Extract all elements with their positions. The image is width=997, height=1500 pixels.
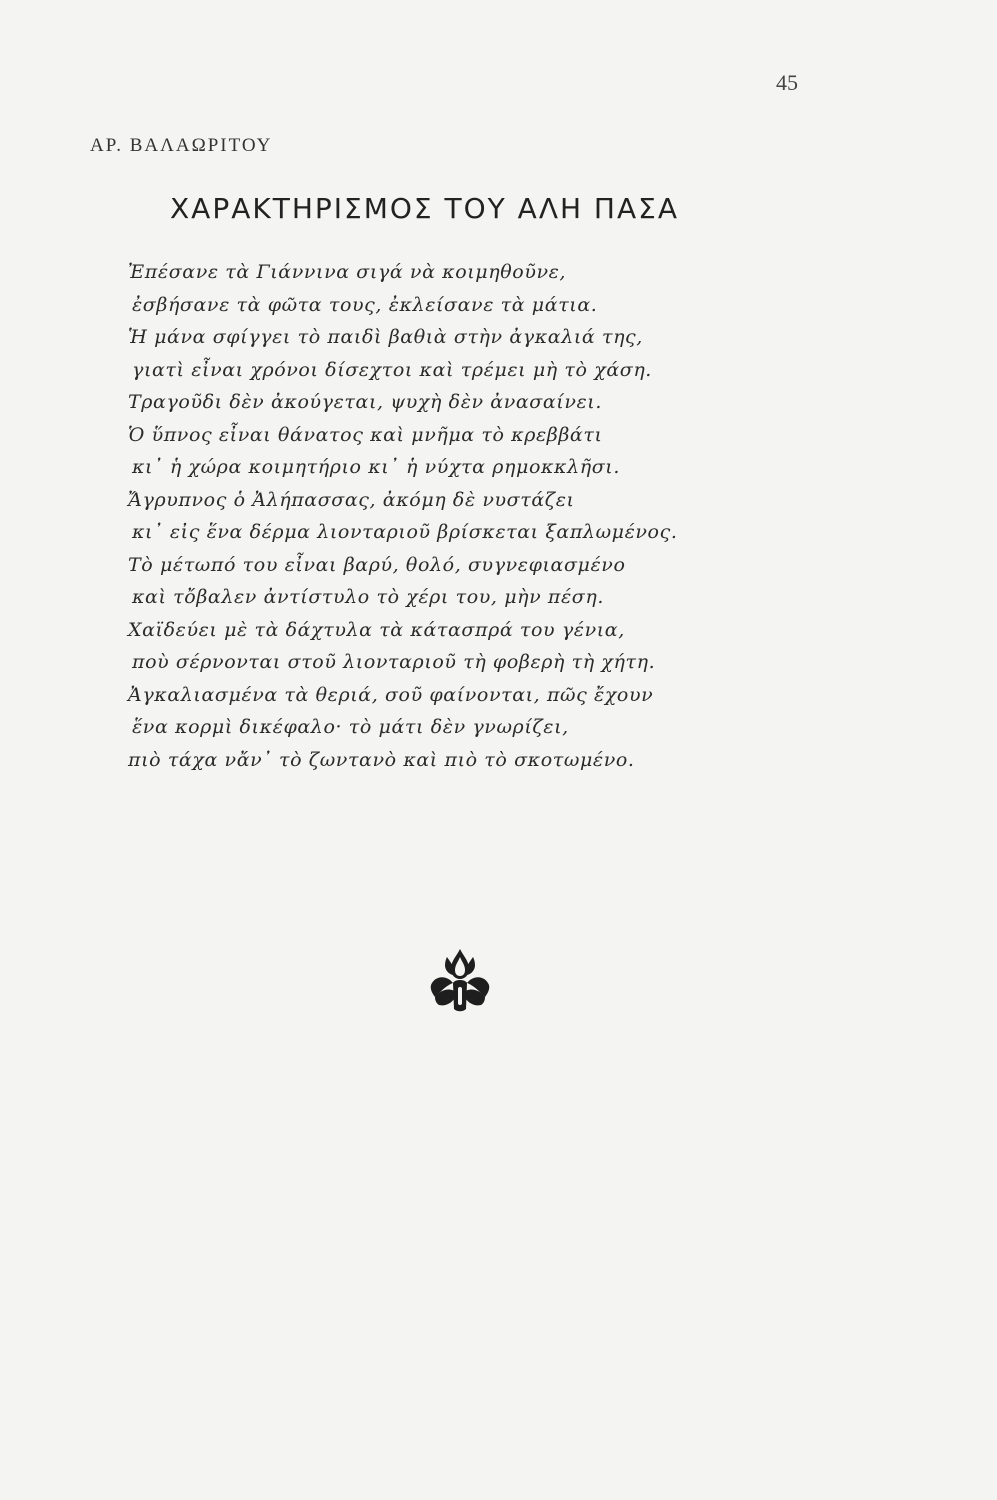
author-heading: ΑΡ. ΒΑΛΑΩΡΙΤΟΥ (90, 135, 273, 156)
poem-line: ἕνα κορμὶ δικέφαλο· τὸ μάτι δὲν γνωρίζει, (132, 716, 569, 738)
poem-line: ἐσβήσανε τὰ φῶτα τους, ἐκλείσανε τὰ μάτια. (132, 293, 598, 316)
poem-body (128, 256, 768, 776)
flame-vignette-icon (425, 945, 495, 1015)
poem-line: Τραγοῦδι δὲν ἀκούγεται, ψυχὴ δὲν ἀνασαίνει. (128, 391, 602, 413)
poem-line: Τὸ μέτωπό του εἶναι βαρύ, θολό, συγνεφιασμένο (128, 553, 626, 576)
poem-line: πιὸ τάχα νἄν᾿ τὸ ζωντανὸ καὶ πιὸ τὸ σκοτωμένο. (128, 748, 635, 771)
poem-line: Ἡ μάνα σφίγγει τὸ παιδὶ βαθιὰ στὴν ἀγκαλιά της, (128, 326, 643, 348)
poem-line: Ἄγρυπνος ὁ Ἀλήπασσας, ἀκόμη δὲ νυστάζει (128, 488, 575, 511)
poem-line: Ἀγκαλιασμένα τὰ θεριά, σοῦ φαίνονται, πῶς ἔχουν (128, 683, 654, 706)
poem-line: καὶ τὄβαλεν ἀντίστυλο τὸ χέρι του, μὴν πέση. (132, 586, 604, 608)
poem-line: Ὁ ὕπνος εἶναι θάνατος καὶ μνῆμα τὸ κρεββάτι (128, 423, 603, 446)
page-number: 45 (776, 70, 798, 95)
poem-line: κι᾿ εἰς ἕνα δέρμα λιονταριοῦ βρίσκεται ξαπλωμένος. (132, 521, 678, 543)
poem-title: ΧΑΡΑΚΤΗΡΙΣΜΟΣ ΤΟΥ ΑΛΗ ΠΑΣΑ (170, 192, 679, 225)
poem-line: κι᾿ ἡ χώρα κοιμητήριο κι᾿ ἡ νύχτα ρημοκκλῆσι. (132, 456, 621, 478)
poem-line: ποὺ σέρνονται στοῦ λιονταριοῦ τὴ φοβερὴ τὴ χήτη. (132, 651, 656, 673)
poem-line: Χαϊδεύει μὲ τὰ δάχτυλα τὰ κάτασπρά του γένια, (128, 618, 625, 641)
poem-line: Ἐπέσανε τὰ Γιάννινα σιγά νὰ κοιμηθοῦνε, (128, 261, 567, 283)
poem-line: γιατὶ εἶναι χρόνοι δίσεχτοι καὶ τρέμει μὴ τὸ χάση. (132, 358, 652, 381)
